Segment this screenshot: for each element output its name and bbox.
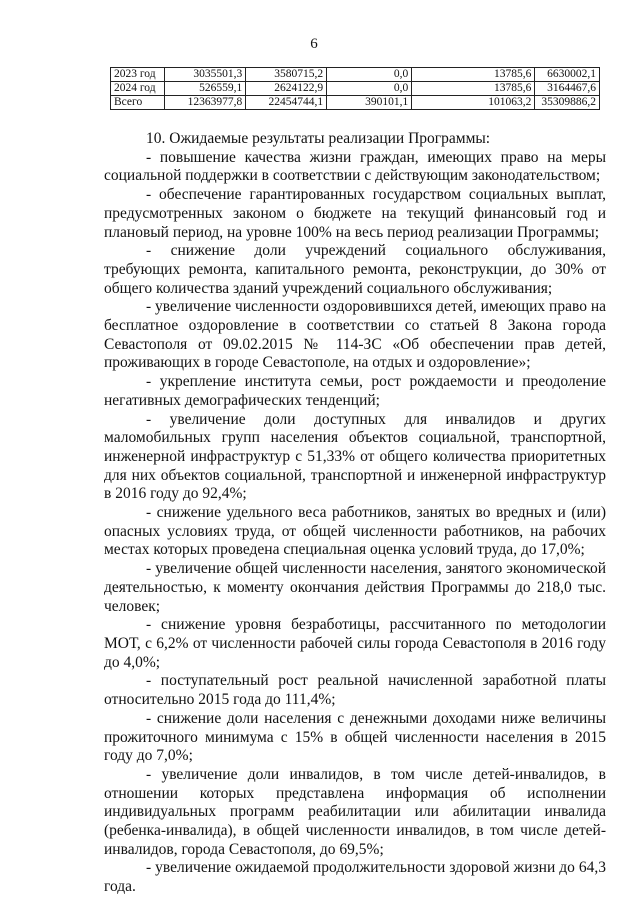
result-item: - снижение уровня безработицы, рассчитанного по методологии МОТ, с 6,2% от численности рабочей силы города Севастополя в 2016 году до 4,0%;: [104, 616, 606, 671]
table-cell: 0,0: [327, 68, 412, 82]
table-row: [111, 68, 600, 82]
result-item: - снижение удельного веса работников, занятых во вредных и (или) опасных условиях труда, от общей численности работников, на рабочих местах которых проведена специальная оценка условий труда, до 17,0%;: [104, 504, 606, 559]
table-cell: 13785,6: [412, 82, 535, 96]
table-row: [111, 82, 600, 96]
result-item: - снижение доли учреждений социального обслуживания, требующих ремонта, капитального ремонта, реконструкции, до 30% от общего количества зданий учреждений социального обслуживания;: [104, 242, 606, 297]
table-cell: 2624122,9: [246, 82, 327, 96]
table-cell: 2024 год: [111, 82, 165, 96]
result-item: - поступательный рост реальной начисленной заработной платы относительно 2015 года до 111,4%;: [104, 672, 606, 709]
table-cell: 12363977,8: [165, 96, 246, 110]
result-item: - обеспечение гарантированных государством социальных выплат, предусмотренных законом о бюджете на текущий финансовый год и плановый период, на уровне 100% на весь период реализации Программы;: [104, 186, 606, 241]
table-cell: 6630002,1: [535, 68, 600, 82]
result-item: - увеличение общей численности населения, занятого экономической деятельностью, к моменту окончания действия Программы до 218,0 тыс. человек;: [104, 560, 606, 615]
result-item: - снижение доли населения с денежными доходами ниже величины прожиточного минимума с 15% в общей численности населения в 2015 году до 7,0%;: [104, 709, 606, 765]
result-item: - увеличение доли доступных для инвалидов и других маломобильных групп населения объектов социальной, транспортной, инженерной инфраструктур с 51,33% от общего количества приоритетных для них объектов социальной, транспортной и инженерной инфраструктур в 2016 году до 92,4%;: [104, 410, 606, 503]
table-cell: 0,0: [327, 82, 412, 96]
result-item: - увеличение численности оздоровившихся детей, имеющих право на бесплатное оздоровление в соответствии со статьей 8 Закона города Севастополя от 09.02.2015 № 114-ЗС «Об обеспечении прав детей, проживающих в городе Севастополе, на отдых и оздоровление»;: [104, 298, 606, 372]
budget-table: [110, 67, 600, 110]
table-cell: 3164467,6: [535, 82, 600, 96]
table-cell: 526559,1: [165, 82, 246, 96]
expected-results-section: [104, 130, 606, 897]
table-cell: Всего: [111, 96, 165, 110]
table-row: [111, 96, 600, 110]
result-item: - повышение качества жизни граждан, имеющих право на меры социальной поддержки в соответствии с действующим законодательством;: [104, 148, 606, 185]
section-title: 10. Ожидаемые результаты реализации Программы:: [146, 130, 491, 147]
table-cell: 3035501,3: [165, 68, 246, 82]
table-cell: 22454744,1: [246, 96, 327, 110]
result-item: - увеличение доли инвалидов, в том числе детей-инвалидов, в отношении которых представлена информация об исполнении индивидуальных программ реабилитации или абилитации инвалида (ребенка-инвалида), в общей численности инвалидов, в том числе детей-инвалидов, города Севастополя, до 69,5%;: [104, 765, 606, 858]
result-item: - укрепление института семьи, рост рождаемости и преодоление негативных демографических тенденций;: [104, 373, 606, 409]
table-cell: 2023 год: [111, 68, 165, 82]
page-number: 6: [310, 36, 318, 52]
table-cell: 13785,6: [412, 68, 535, 82]
table-cell: 390101,1: [327, 96, 412, 110]
table-cell: 3580715,2: [246, 68, 327, 82]
table-cell: 35309886,2: [535, 96, 600, 110]
table-cell: 101063,2: [412, 96, 535, 110]
result-item: - увеличение ожидаемой продолжительности здоровой жизни до 64,3 года.: [104, 859, 606, 896]
